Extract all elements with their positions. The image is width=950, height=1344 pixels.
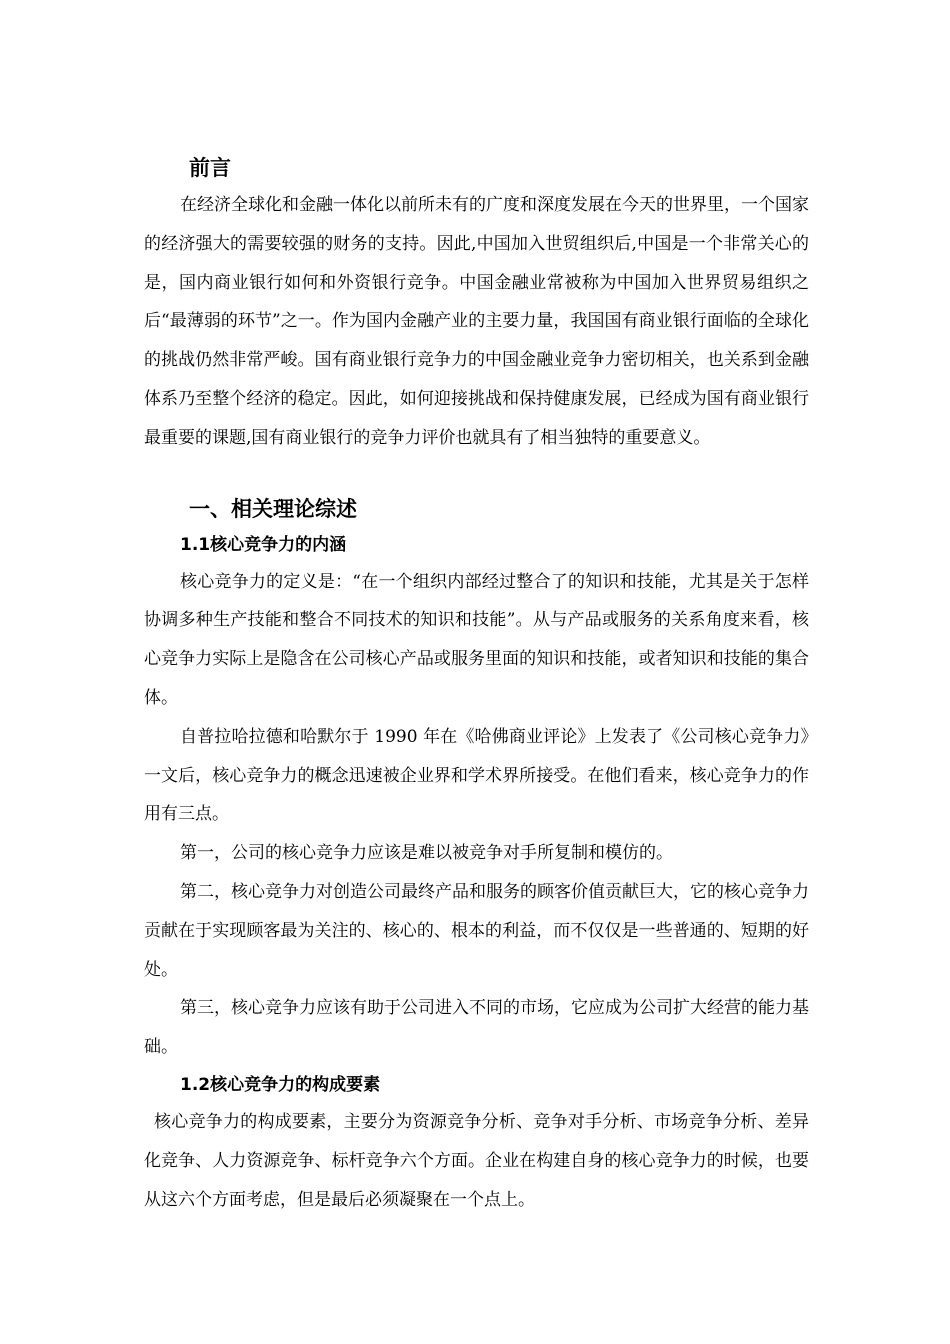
- preface-paragraph: 在经济全球化和金融一体化以前所未有的广度和深度发展在今天的世界里，一个国家的经济强大的需要较强的财务的支持。因此,中国加入世贸组织后,中国是一个非常关心的是，国内商业银行如何和外资银行竞争。中国金融业常被称为中国加入世界贸易组织之后“最薄弱的环节”之一。作为国内金融产业的主要力量，我国国有商业银行面临的全球化的挑战仍然非常严峻。国有商业银行竞争力的中国金融业竞争力密切相关，也关系到金融体系乃至整个经济的稳定。因此，如何迎接挑战和保持健康发展，已经成为国有商业银行最重要的课题,国有商业银行的竞争力评价也就具有了相当独特的重要意义。: [144, 195, 809, 448]
- section-1-heading: 一、相关理论综述: [189, 496, 357, 521]
- subsection-1-2-heading: 1.2核心竞争力的构成要素: [180, 1074, 381, 1095]
- preface-heading: 前言: [189, 156, 231, 180]
- subsection-1-1-paragraph-1: 核心竞争力的定义是：“在一个组织内部经过整合了的知识和技能，尤其是关于怎样协调多种生产技能和整合不同技术的知识和技能”。从与产品或服务的关系角度来看，核心竞争力实际上是隐含在公司核心产品或服务里面的知识和技能，或者知识和技能的集合体。: [144, 571, 809, 708]
- subsection-1-1-paragraph-2: 自普拉哈拉德和哈默尔于 1990 年在《哈佛商业评论》上发表了《公司核心竞争力》一文后，核心竞争力的概念迅速被企业界和学术界所接受。在他们看来，核心竞争力的作用有三点。: [144, 726, 809, 825]
- subsection-1-1-heading: 1.1核心竞争力的内涵: [180, 534, 347, 555]
- subsection-1-1-paragraph-3: 第一，公司的核心竞争力应该是难以被竞争对手所复制和模仿的。: [180, 843, 673, 864]
- subsection-1-1-paragraph-4: 第二，核心竞争力对创造公司最终产品和服务的顾客价值贡献巨大，它的核心竞争力贡献在于实现顾客最为关注的、核心的、根本的利益，而不仅仅是一些普通的、短期的好处。: [144, 881, 809, 980]
- section-spacer: [144, 458, 809, 491]
- subsection-1-1-paragraph-5: 第三，核心竞争力应该有助于公司进入不同的市场，它应成为公司扩大经营的能力基础。: [144, 998, 809, 1058]
- subsection-1-2-paragraph: 核心竞争力的构成要素，主要分为资源竞争分析、竞争对手分析、市场竞争分析、差异化竞争、人力资源竞争、标杆竞争六个方面。企业在构建自身的核心竞争力的时候，也要从这六个方面考虑，但是最后必须凝聚在一个点上。: [144, 1111, 809, 1210]
- document-body: [144, 150, 809, 1219]
